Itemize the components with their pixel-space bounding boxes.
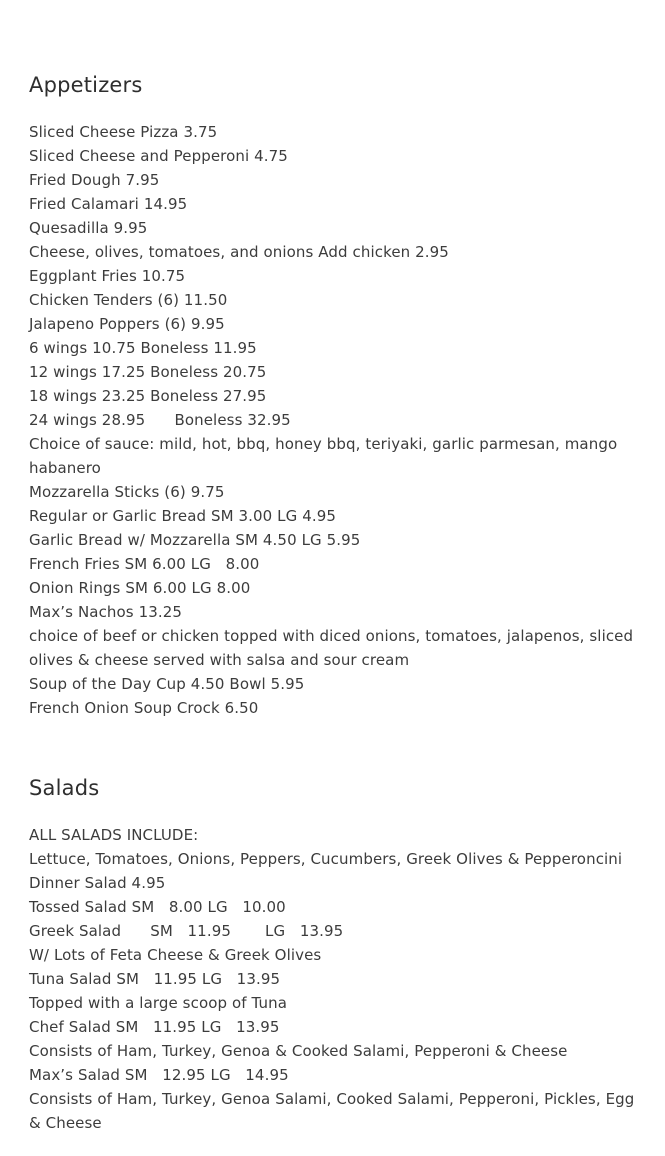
menu-item: Max’s Nachos 13.25 [29,603,183,621]
menu-item: Mozzarella Sticks (6) 9.75 [29,483,225,501]
menu-item: 24 wings 28.95 Boneless 32.95 [29,411,291,429]
menu-item-description: Topped with a large scoop of Tuna [29,994,288,1012]
menu-item: Jalapeno Poppers (6) 9.95 [29,315,225,333]
menu-item: Soup of the Day Cup 4.50 Bowl 5.95 [29,675,305,693]
menu-item-description: Lettuce, Tomatoes, Onions, Peppers, Cucumbers, Greek Olives & Pepperoncini [29,850,623,868]
menu-item-description: Cheese, olives, tomatoes, and onions Add chicken 2.95 [29,243,449,261]
salads-heading: Salads [29,776,100,800]
menu-item: Sliced Cheese and Pepperoni 4.75 [29,147,288,165]
menu-item: Eggplant Fries 10.75 [29,267,186,285]
salads-section [29,720,640,1135]
menu-item: Sliced Cheese Pizza 3.75 [29,123,218,141]
appetizers-heading: Appetizers [29,73,143,97]
menu-item: Regular or Garlic Bread SM 3.00 LG 4.95 [29,507,337,525]
menu-item-description: W/ Lots of Feta Cheese & Greek Olives [29,946,322,964]
menu-item: Quesadilla 9.95 [29,219,148,237]
menu-item: Chicken Tenders (6) 11.50 [29,291,228,309]
menu-item: 12 wings 17.25 Boneless 20.75 [29,363,267,381]
menu-item-description: choice of beef or chicken topped with diced onions, tomatoes, jalapenos, sliced olives & cheese served with salsa and sour cream [29,627,639,669]
menu-item: 6 wings 10.75 Boneless 11.95 [29,339,257,357]
menu-item: Fried Calamari 14.95 [29,195,188,213]
menu-note: ALL SALADS INCLUDE: [29,826,199,844]
menu-item-description: Choice of sauce: mild, hot, bbq, honey bbq, teriyaki, garlic parmesan, mango habanero [29,435,623,477]
menu-item: Garlic Bread w/ Mozzarella SM 4.50 LG 5.95 [29,531,361,549]
menu-item: Tuna Salad SM 11.95 LG 13.95 [29,970,281,988]
menu-item: French Fries SM 6.00 LG 8.00 [29,555,260,573]
menu-item: Max’s Salad SM 12.95 LG 14.95 [29,1066,289,1084]
menu-item-description: Consists of Ham, Turkey, Genoa Salami, Cooked Salami, Pepperoni, Pickles, Egg & Cheese [29,1090,640,1132]
menu-item: French Onion Soup Crock 6.50 [29,699,259,717]
menu-item: Greek Salad SM 11.95 LG 13.95 [29,922,344,940]
menu-item-description: Consists of Ham, Turkey, Genoa & Cooked Salami, Pepperoni & Cheese [29,1042,568,1060]
menu-item: Onion Rings SM 6.00 LG 8.00 [29,579,251,597]
appetizers-list [29,120,639,720]
menu-item: 18 wings 23.25 Boneless 27.95 [29,387,267,405]
menu-item: Fried Dough 7.95 [29,171,160,189]
appetizers-section [29,0,639,720]
menu-item: Chef Salad SM 11.95 LG 13.95 [29,1018,280,1036]
salads-list [29,823,640,1135]
menu-item: Dinner Salad 4.95 [29,874,166,892]
menu-item: Tossed Salad SM 8.00 LG 10.00 [29,898,286,916]
